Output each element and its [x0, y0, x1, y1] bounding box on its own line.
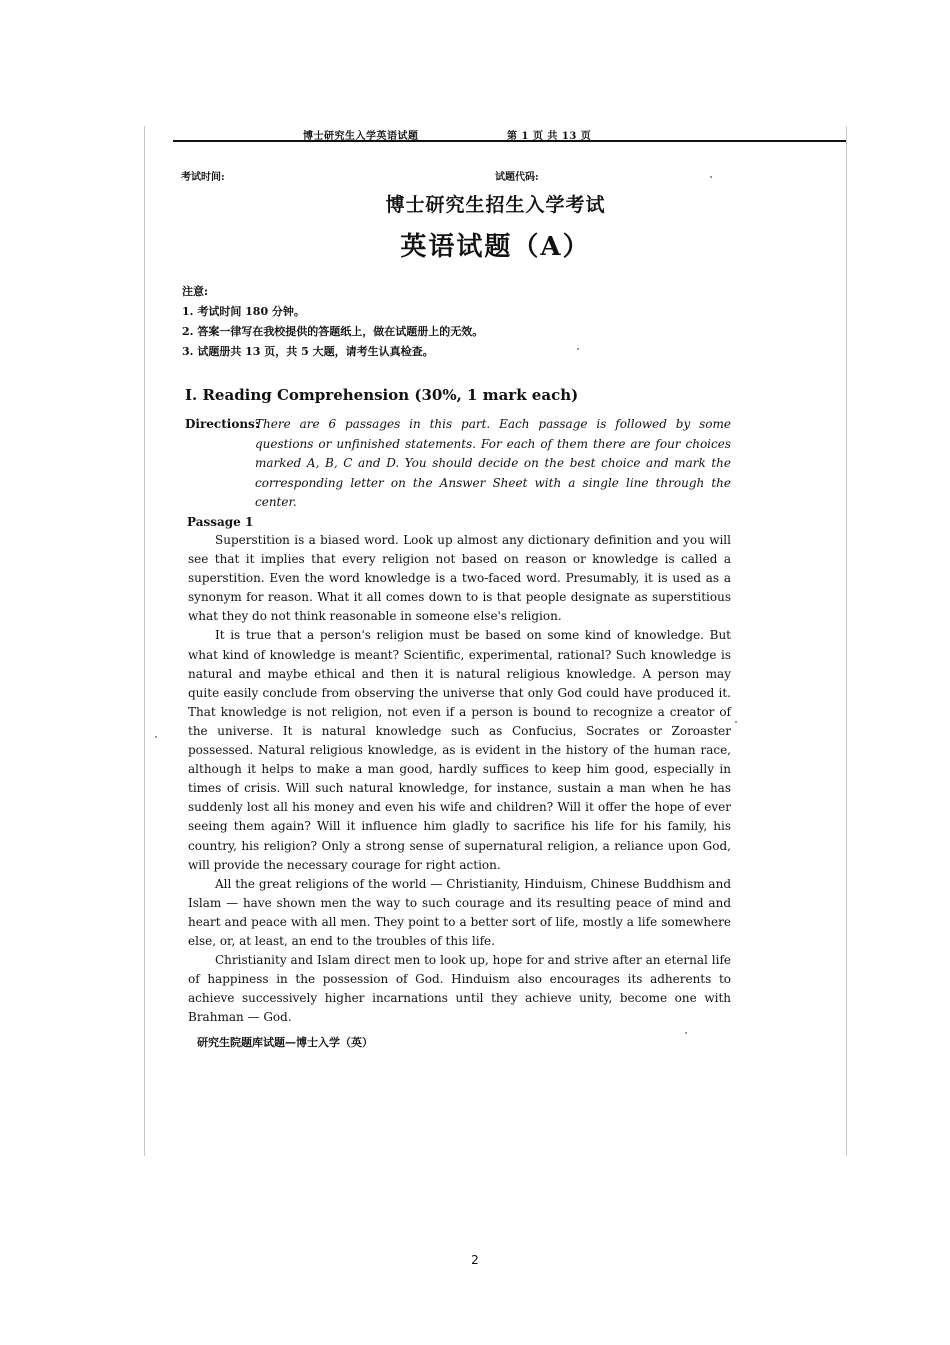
- notes-heading: 注意:: [182, 285, 209, 298]
- scanned-exam-page: [144, 126, 847, 1156]
- passage-paragraph: It is true that a person's religion must be based on some kind of knowledge. But what kind of knowledge is meant? Scientific, experimental, rational? Such knowledge is natural and maybe ethical and then it is natural religious knowledge. A person may quite easily conclude from observing the universe that only God could have produced it. That knowledge is not religion, not even if a person is bound to recognize a creator of the universe. It is natural knowledge such as Confucius, Socrates or Zoroaster possessed. Natural religious knowledge, as is evident in the history of the human race, although it helps to make a man good, hardly suffices to keep him good, especially in times of crisis. Will such natural knowledge, for instance, sustain a man when he has suddenly lost all his money and even his wife and children? Will it offer the hope of ever seeing them again? Will it influence him gladly to sacrifice his life for his family, his country, his religion? Only a strong sense of supernatural religion, a reliance upon God, will provide the necessary courage for right action.: [188, 628, 731, 872]
- header-rule: [173, 140, 846, 142]
- scan-speck: [155, 736, 157, 738]
- header-title: 博士研究生入学英语试题: [303, 131, 419, 142]
- passage-paragraph: Superstition is a biased word. Look up almost any dictionary definition and you will see that it implies that every religion not based on reason or knowledge is called a superstition. Even the word knowledge is a two-faced word. Presumably, it is used as a synonym for reason. What it all comes down to is that people designate as superstitious what they do not think reasonable in someone else's religion.: [188, 533, 731, 624]
- note-item: 3. 试题册共 13 页，共 5 大题，请考生认真检查。: [182, 345, 434, 358]
- scan-speck: [577, 348, 579, 350]
- exam-time-label: 考试时间:: [181, 172, 225, 183]
- note-item: 1. 考试时间 180 分钟。: [182, 305, 305, 318]
- header-page-count: 第 1 页 共 13 页: [507, 131, 592, 142]
- scan-speck: [685, 1032, 687, 1034]
- passage-title: Passage 1: [187, 515, 254, 529]
- section-heading: I. Reading Comprehension (30%, 1 mark each): [185, 386, 579, 404]
- exam-subtitle: 英语试题（A）: [400, 232, 591, 262]
- page-number: 2: [471, 1253, 479, 1267]
- scan-speck: [710, 176, 712, 178]
- notes-block: [182, 282, 483, 362]
- note-item: 2. 答案一律写在我校提供的答题纸上，做在试题册上的无效。: [182, 325, 484, 338]
- running-header: [145, 126, 846, 141]
- passage-paragraph: All the great religions of the world — Christianity, Hinduism, Chinese Buddhism and Islam — have shown men the way to such courage and its resulting peace of mind and heart and peace with all men. They point to a better sort of life, mostly a life somewhere else, or, at least, an end to the troubles of this life.: [188, 876, 731, 948]
- scan-speck: [735, 721, 737, 723]
- passage-paragraph: Christianity and Islam direct men to look up, hope for and strive after an eternal life of happiness in the possession of God. Hinduism also encourages its adherents to achieve successively higher incarnations until they achieve unity, become one with Brahman — God.: [188, 953, 731, 1025]
- directions-text: There are 6 passages in this part. Each passage is followed by some questions or unfinished statements. For each of them there are four choices marked A, B, C and D. You should decide on the best choice and mark the corresponding letter on the Answer Sheet with a single line through the center.: [255, 417, 731, 509]
- directions-label: Directions:: [185, 417, 260, 431]
- passage-body: [188, 531, 731, 1027]
- exam-code-label: 试题代码:: [495, 172, 539, 183]
- page-footer: 研究生院题库试题—博士入学（英）: [197, 1036, 373, 1049]
- exam-title: 博士研究生招生入学考试: [385, 194, 606, 216]
